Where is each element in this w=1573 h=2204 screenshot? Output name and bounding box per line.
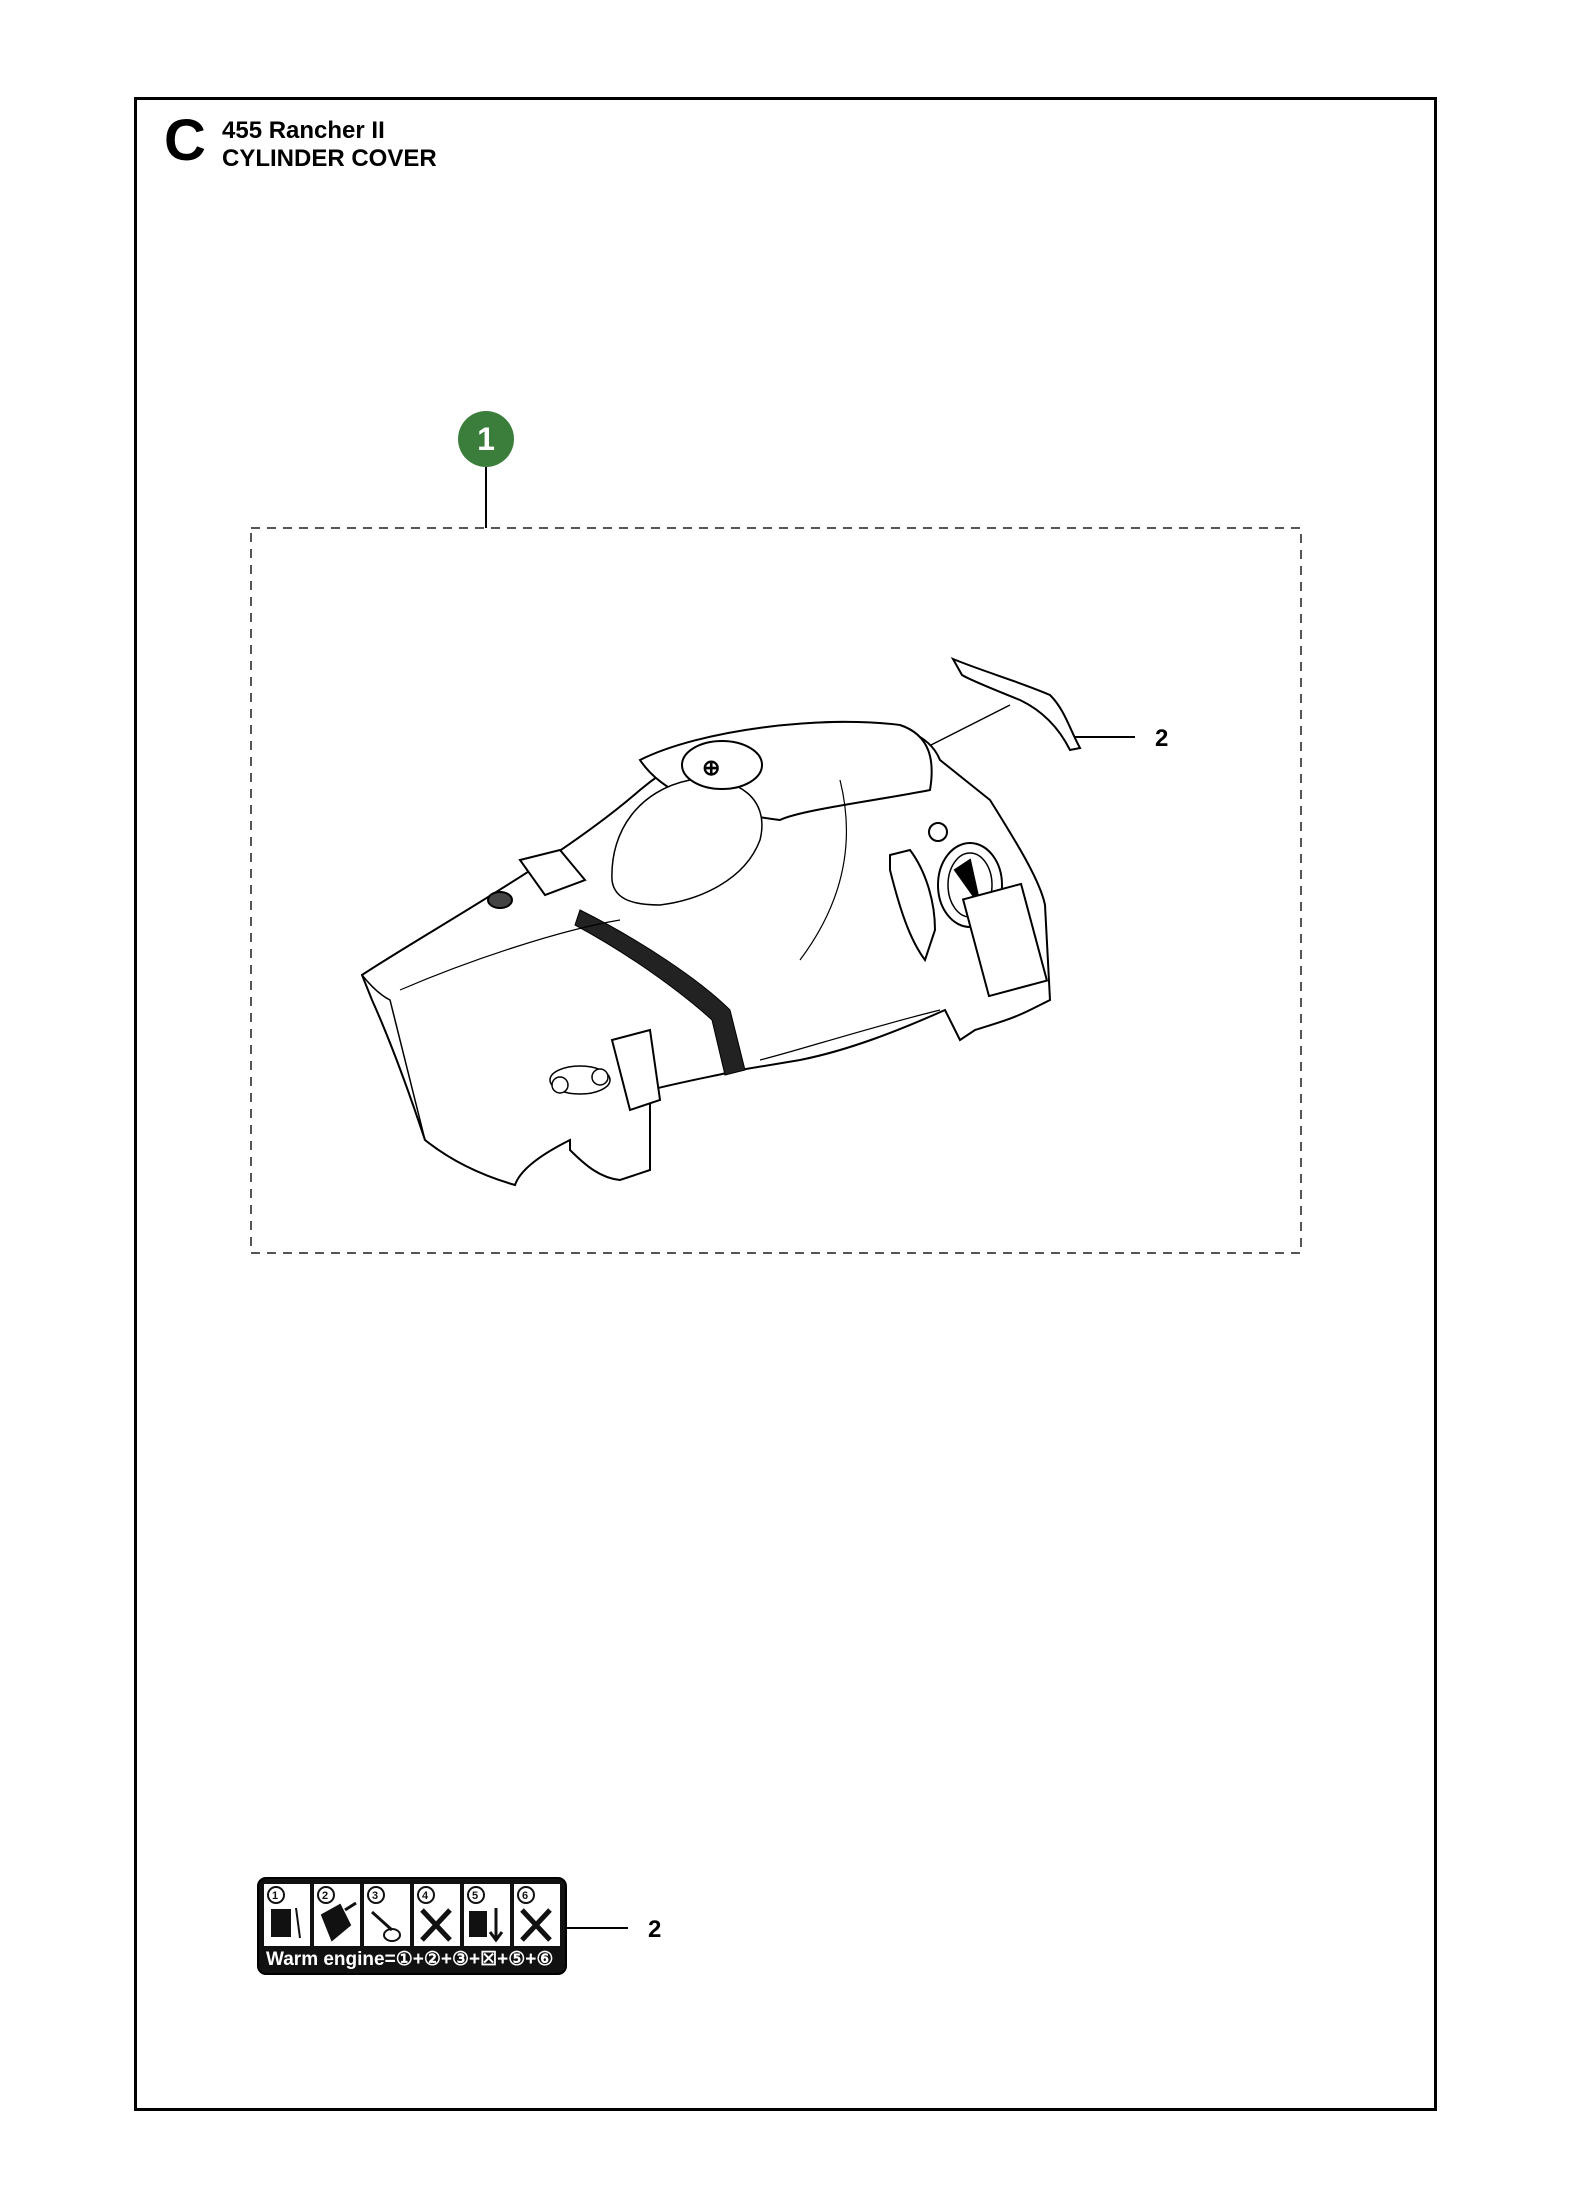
svg-text:5: 5 — [472, 1890, 479, 1902]
model-name: 455 Rancher II — [222, 117, 385, 144]
svg-text:6: 6 — [522, 1890, 529, 1902]
svg-text:3: 3 — [372, 1890, 379, 1902]
decal-caption: Warm engine=①+②+③+☒+⑤+⑥ — [266, 1949, 554, 1970]
cylinder-cover-part — [362, 722, 1050, 1185]
section-letter: C — [164, 108, 206, 173]
svg-text:2: 2 — [322, 1890, 329, 1902]
svg-text:⊕: ⊕ — [702, 755, 721, 780]
sticker-part — [953, 659, 1080, 750]
item-number-badge: 1 — [458, 411, 514, 467]
sticker-callout-bottom: 2 — [648, 1916, 662, 1943]
part-group-title: CYLINDER COVER — [222, 145, 437, 172]
sticker-callout-top: 2 — [1155, 725, 1169, 752]
sticker-to-cover-line — [931, 705, 1010, 745]
svg-text:1: 1 — [272, 1890, 279, 1902]
svg-text:4: 4 — [422, 1890, 429, 1902]
